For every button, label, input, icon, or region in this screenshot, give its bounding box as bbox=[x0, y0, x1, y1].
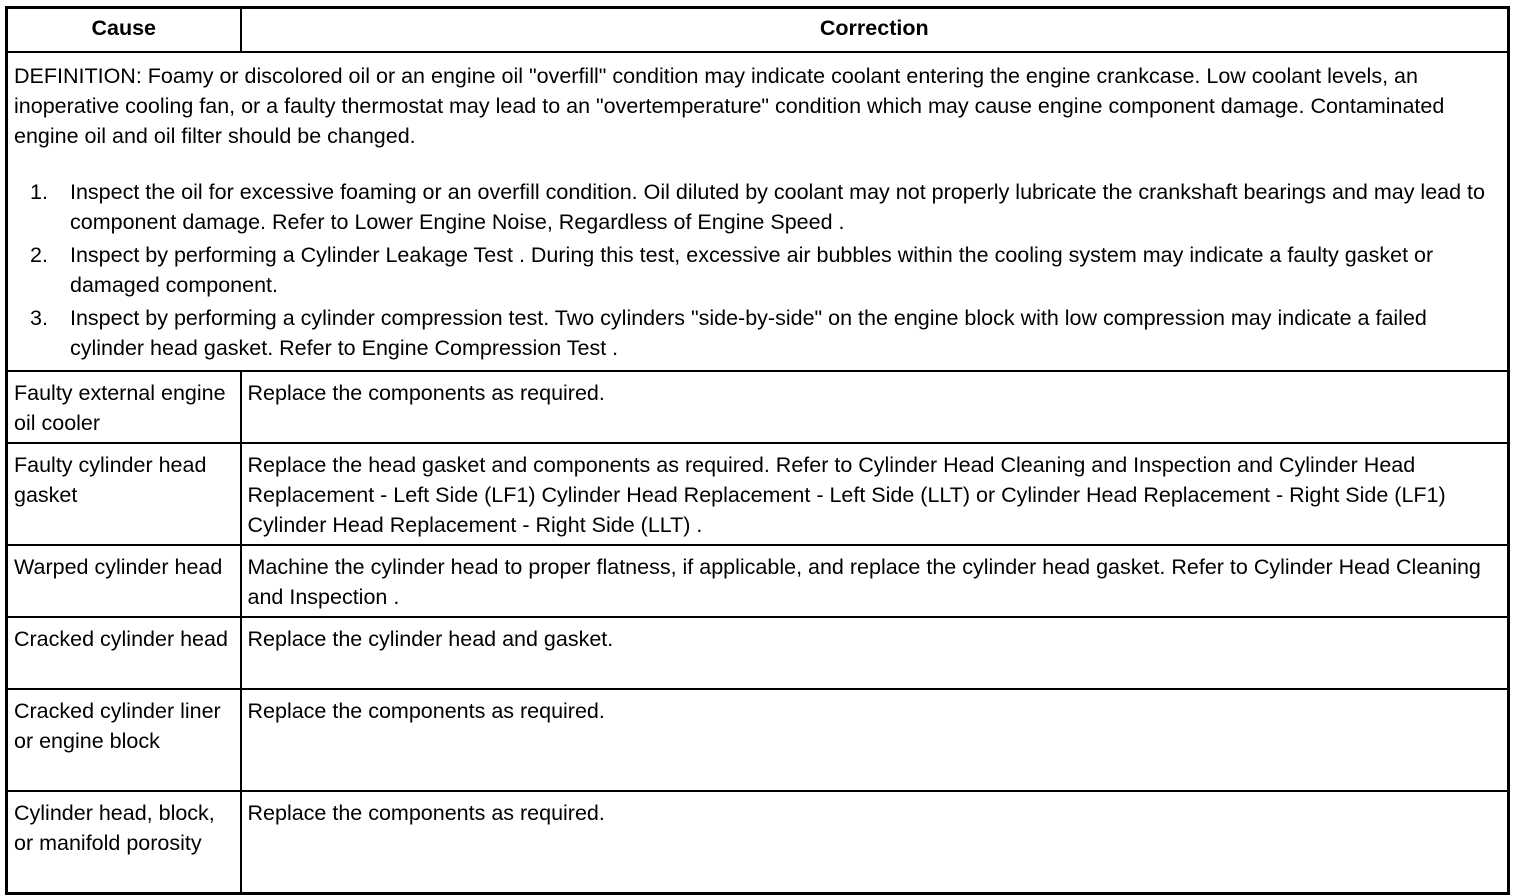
correction-cell: Replace the head gasket and components as required. Refer to Cylinder Head Cleaning and Inspection and Cylinder Head Replacement - Left Side (LF1) Cylinder Head Replacement - Left Side (LLT) or Cylinder Head Replacement - Right Side (LF1) Cylinder Head Replacement - Right Side (LLT) . bbox=[241, 443, 1509, 545]
step-item bbox=[30, 177, 1501, 237]
table-row bbox=[7, 443, 1509, 545]
definition-cell bbox=[7, 52, 1509, 371]
header-row bbox=[7, 8, 1509, 53]
inspection-steps bbox=[14, 177, 1501, 363]
step-number: 3. bbox=[30, 306, 48, 330]
correction-cell: Machine the cylinder head to proper flatness, if applicable, and replace the cylinder head gasket. Refer to Cylinder Head Cleaning and Inspection . bbox=[241, 545, 1509, 617]
step-text: Inspect by performing a cylinder compression test. Two cylinders "side-by-side" on the engine block with low compression may indicate a failed cylinder head gasket. Refer to Engine Compression Test . bbox=[70, 306, 1427, 360]
step-text: Inspect by performing a Cylinder Leakage Test . During this test, excessive air bubbles within the cooling system may indicate a faulty gasket or damaged component. bbox=[70, 243, 1434, 297]
correction-cell: Replace the components as required. bbox=[241, 371, 1509, 443]
cause-cell: Warped cylinder head bbox=[7, 545, 241, 617]
definition-text: DEFINITION: Foamy or discolored oil or an engine oil "overfill" condition may indicate coolant entering the engine crankcase. Low coolant levels, an inoperative cooling fan, or a faulty thermostat may lead to an "overtemperature" condition which may cause engine component damage. Contaminated engine oil and oil filter should be changed. bbox=[14, 64, 1445, 148]
step-text: Inspect the oil for excessive foaming or an overfill condition. Oil diluted by coolant may not properly lubricate the crankshaft bearings and may lead to component damage. Refer to Lower Engine Noise, Regardless of Engine Speed . bbox=[70, 180, 1485, 234]
step-item bbox=[30, 303, 1501, 363]
table-row bbox=[7, 545, 1509, 617]
table-row bbox=[7, 617, 1509, 689]
definition-row bbox=[7, 52, 1509, 371]
header-cause: Cause bbox=[7, 8, 241, 53]
step-number: 1. bbox=[30, 180, 48, 204]
correction-cell: Replace the cylinder head and gasket. bbox=[241, 617, 1509, 689]
cause-cell: Cracked cylinder liner or engine block bbox=[7, 689, 241, 791]
cause-cell: Cracked cylinder head bbox=[7, 617, 241, 689]
table-row bbox=[7, 689, 1509, 791]
correction-cell: Replace the components as required. bbox=[241, 791, 1509, 894]
header-correction: Correction bbox=[241, 8, 1509, 53]
table-row bbox=[7, 791, 1509, 894]
cause-cell: Cylinder head, block, or manifold porosity bbox=[7, 791, 241, 894]
step-number: 2. bbox=[30, 243, 48, 267]
correction-cell: Replace the components as required. bbox=[241, 689, 1509, 791]
cause-cell: Faulty external engine oil cooler bbox=[7, 371, 241, 443]
table-row bbox=[7, 371, 1509, 443]
cause-cell: Faulty cylinder head gasket bbox=[7, 443, 241, 545]
step-item bbox=[30, 240, 1501, 300]
diagnostic-table bbox=[5, 6, 1510, 895]
